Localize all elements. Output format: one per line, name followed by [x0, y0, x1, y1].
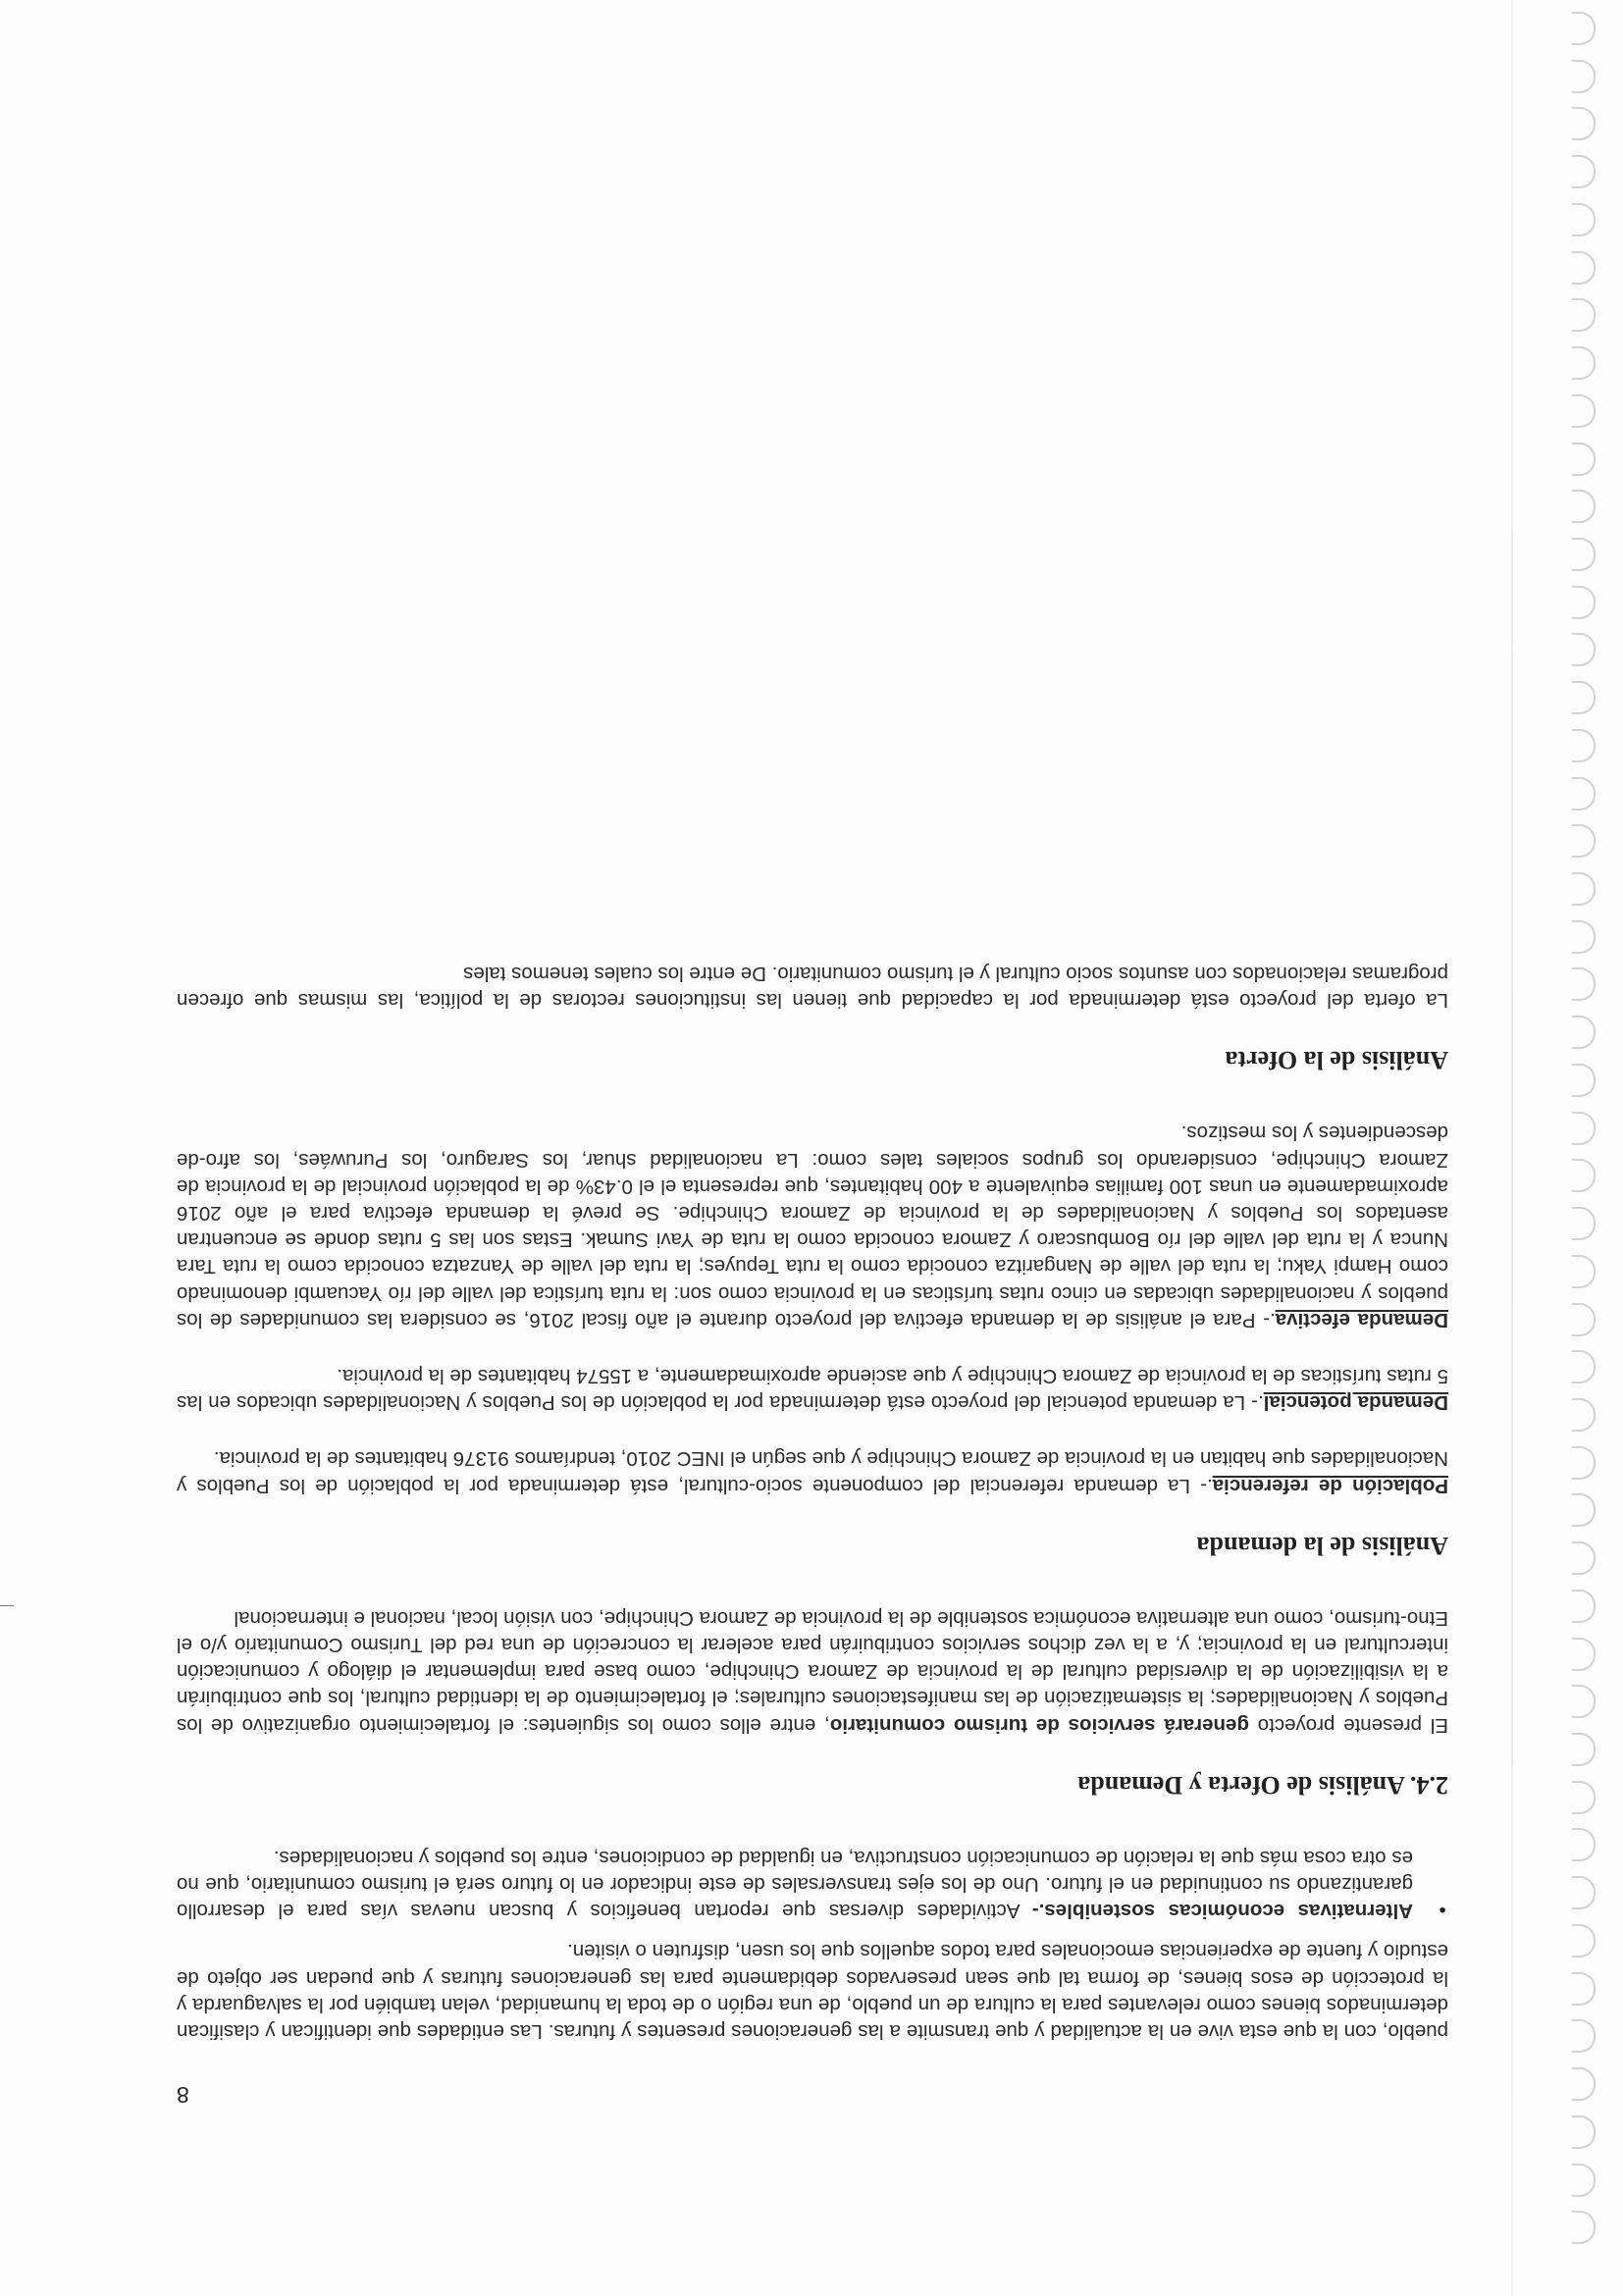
binder-ring	[1572, 777, 1596, 810]
binder-ring	[1572, 1398, 1596, 1432]
binder-ring	[1572, 1590, 1596, 1623]
binder-rings	[1566, 12, 1605, 2288]
binder-ring	[1572, 346, 1596, 380]
binder-ring	[1572, 1255, 1596, 1288]
intro-paragraph: pueblo, con la que esta vive en la actualidad y que transmite a las generaciones presentes y futuras. Las entidades que identifican y clasifican determinados bienes como relevantes para la cultura de un pueblo, de una región o de toda la humanidad, velan también por la salvaguarda y la protección de esos bienes, de forma tal que sean preservados debidamente para las generaciones futuras y que puedan ser objeto de estudio y fuente de experiencias emocionales para todos aquellos que los usen, disfruten o visiten.	[177, 1940, 1448, 2043]
binder-ring	[1572, 1016, 1596, 1049]
binder-ring	[1572, 155, 1596, 188]
demanda-potencial-label: Demanda potencial	[1263, 1391, 1448, 1415]
binder-ring	[1572, 2067, 1596, 2101]
demanda-efectiva-label: Demanda efectiva	[1275, 1308, 1448, 1331]
binder-ring	[1572, 824, 1596, 858]
poblacion-referencia-paragraph	[177, 1445, 1448, 1498]
binder-ring	[1572, 1064, 1596, 1097]
bullet-text: Actividades diversas que reportan beneficios y buscan nuevas vías para el desarrollo garantizando su continuidad en el futuro. Uno de los ejes transversales de este indicador en lo futuro será el turismo comunitario, que no es otra cosa más que la relación de comunicación constructiva, en igualdad de condiciones, entre los pueblos y nacionalidades.	[176, 1846, 1413, 1923]
section-heading: 2.4. Análisis de Oferta y Demanda	[1077, 1770, 1448, 1800]
binder-ring	[1572, 203, 1596, 236]
binder-ring	[1572, 2164, 1596, 2197]
oferta-paragraph: La oferta del proyecto está determinada por la capacidad que tienen las instituciones rectoras de la política, las mismas que ofrecen programas relacionados con asuntos socio cultural y el turismo comunitario. De entre los cuales tenemos tales	[177, 962, 1448, 1013]
oferta-heading: Análisis de la Oferta	[1225, 1046, 1448, 1075]
page-number: 8	[177, 2082, 189, 2108]
binder-ring	[1572, 633, 1596, 666]
demanda-heading: Análisis de la demanda	[1196, 1531, 1448, 1560]
binder-ring	[1572, 251, 1596, 285]
binder-ring	[1572, 1685, 1596, 1718]
binder-ring	[1572, 538, 1596, 571]
binder-ring	[1572, 1493, 1596, 1527]
binder-ring	[1572, 1972, 1596, 2006]
binder-ring	[1572, 2115, 1596, 2149]
binder-ring	[1572, 729, 1596, 762]
binder-ring	[1572, 1924, 1596, 1957]
binder-ring	[1572, 1303, 1596, 1336]
binder-ring	[1572, 920, 1596, 954]
binder-ring	[1572, 681, 1596, 714]
binder-ring	[1572, 1446, 1596, 1480]
bullet-alternativas	[177, 1845, 1448, 1925]
bullet-title: Alternativas económicas sostenibles.-	[1031, 1900, 1413, 1923]
demanda-potencial-paragraph	[177, 1363, 1448, 1416]
demanda-efectiva-paragraph	[177, 1120, 1448, 1333]
section-bold: generará servicios de turismo comunitario	[829, 1713, 1249, 1737]
binder-ring	[1572, 2019, 1596, 2053]
section-rest: , entre ellos como los siguientes: el fortalecimiento organizativo de los Pueblos y Nacionalidades; la sistematización de las manifestaciones culturales; el fortalecimiento de la identidad cultural, los que contribuirán a la visibilización de la diversidad cultural de la provincia de Zamora Chinchipe, como base para implementar el diálogo y comunicación intercultural en la provincia; y, a la vez dichos servicios contribuirán para acelerar la concreción de una red del Turismo Comunitario y/o el Etno-turismo, como una alternativa económica sostenible de la provincia de Zamora Chinchipe, con visión local, nacional e internacional	[177, 1606, 1448, 1737]
binder-ring	[1572, 1828, 1596, 1861]
binder-ring	[1572, 1207, 1596, 1240]
demanda-efectiva-text: .- Para el análisis de la demanda efectiva del proyecto durante el año fiscal 2016, se considera las comunidades de los pueblos y nacionalidades ubicadas en cinco rutas turísticas en la provincia como son: la ruta turística del valle del río Yacuambi denominado como Hampi Yaku; la ruta del valle de Nangaritza conocida como la ruta Tepuyes; la ruta del valle de Yanzatza conocida como la ruta Tara Nunca y la ruta del valle del río Bombuscaro y Zamora conocida como la ruta de Yavi Sumak. Estas son las 5 rutas donde se encuentran asentados los Pueblos y Nacionalidades de la provincia de Zamora Chinchipe. Se prevé la demanda efectiva para el año 2016 aproximadamente en unas 100 familias equivalente a 400 habitantes, que representa el el 0.43% de la población provincial de la provincia de Zamora Chinchipe, considerando los grupos sociales tales como: La nacionalidad shuar, los Saraguro, los Puruwáes, los afro-de descendientes y los mestizos.	[177, 1122, 1448, 1331]
binder-ring	[1572, 1350, 1596, 1383]
section-lead: El presente proyecto	[1248, 1713, 1448, 1737]
binder-ring	[1572, 967, 1596, 1001]
binder-ring	[1572, 298, 1596, 332]
binder-ring	[1572, 1638, 1596, 1671]
binder-ring	[1572, 1876, 1596, 1909]
binder-ring	[1572, 1781, 1596, 1814]
binder-ring	[1572, 586, 1596, 619]
binder-ring	[1572, 394, 1596, 428]
poblacion-referencia-text: .- La demanda referencial del componente socio-cultural, está determinada por la población de los Pueblos y Nacionalidades que habitan en la provincia de Zamora Chinchipe y que según el INEC 2010, tendríamos 91376 habitantes de la provincia.	[177, 1447, 1448, 1497]
page-body	[177, 961, 1448, 2108]
binder-ring	[1572, 1733, 1596, 1766]
binder-ring	[1572, 1112, 1596, 1145]
binder-ring	[1572, 490, 1596, 523]
binder-ring	[1572, 12, 1596, 45]
binder-ring	[1572, 107, 1596, 140]
poblacion-referencia-label: Población de referencia	[1212, 1474, 1448, 1497]
binder-ring	[1572, 1541, 1596, 1575]
demanda-potencial-text: .- La demanda potencial del proyecto está determinada por la población de los Pueblos y Nacionalidades ubicados en las 5 rutas turísticas de la provincia de Zamora Chinchipe y que asciende aproximadamente, a 15574 habitantes de la provincia.	[177, 1364, 1448, 1415]
binder-ring	[1572, 60, 1596, 93]
binder-ring	[1572, 1159, 1596, 1192]
binder-ring	[1572, 2211, 1596, 2244]
section-paragraph	[177, 1605, 1448, 1739]
binder-ring	[1572, 443, 1596, 476]
binder-ring	[1572, 872, 1596, 906]
